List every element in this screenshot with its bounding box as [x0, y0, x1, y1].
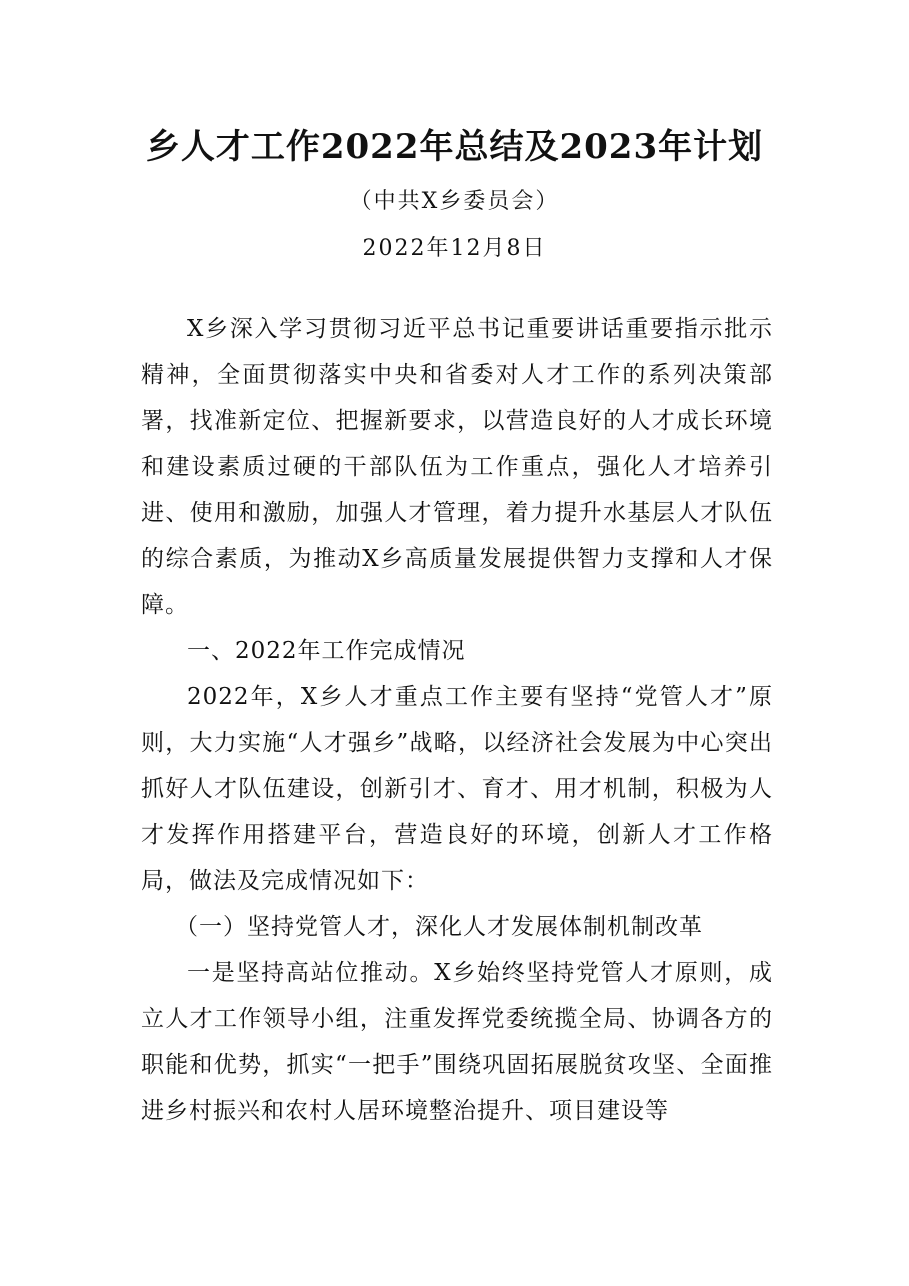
- section-heading: 一、2022年工作完成情况: [187, 638, 466, 664]
- document-body: [141, 306, 773, 1134]
- intro-paragraph: X乡深入学习贯彻习近平总书记重要讲话重要指示批示精神，全面贯彻落实中央和省委对人才工作的系列决策部署，找准新定位、把握新要求，以营造良好的人才成长环境和建设素质过硬的干部队伍为工作重点，强化人才培养引进、使用和激励，加强人才管理，着力提升水基层人才队伍的综合素质，为推动X乡高质量发展提供智力支撑和人才保障。: [141, 316, 773, 618]
- summary-paragraph: 2022年，X乡人才重点工作主要有坚持“党管人才”原则，大力实施“人才强乡”战略，以经济社会发展为中心突出抓好人才队伍建设，创新引才、育才、用才机制，积极为人才发挥作用搭建平台，营造良好的环境，创新人才工作格局，做法及完成情况如下：: [141, 684, 773, 894]
- detail-paragraph: 一是坚持高站位推动。X乡始终坚持党管人才原则，成立人才工作领导小组，注重发挥党委统揽全局、协调各方的职能和优势，抓实“一把手”围绕巩固拓展脱贫攻坚、全面推进乡村振兴和农村人居环境整治提升、项目建设等: [141, 960, 773, 1124]
- subsection-heading: （一）坚持党管人才，深化人才发展体制机制改革: [175, 914, 703, 940]
- document-date: 2022年12月8日: [362, 236, 547, 261]
- document-title: 乡人才工作2022年总结及2023年计划: [145, 127, 764, 167]
- issuing-organization: （中共X乡委员会）: [349, 189, 560, 214]
